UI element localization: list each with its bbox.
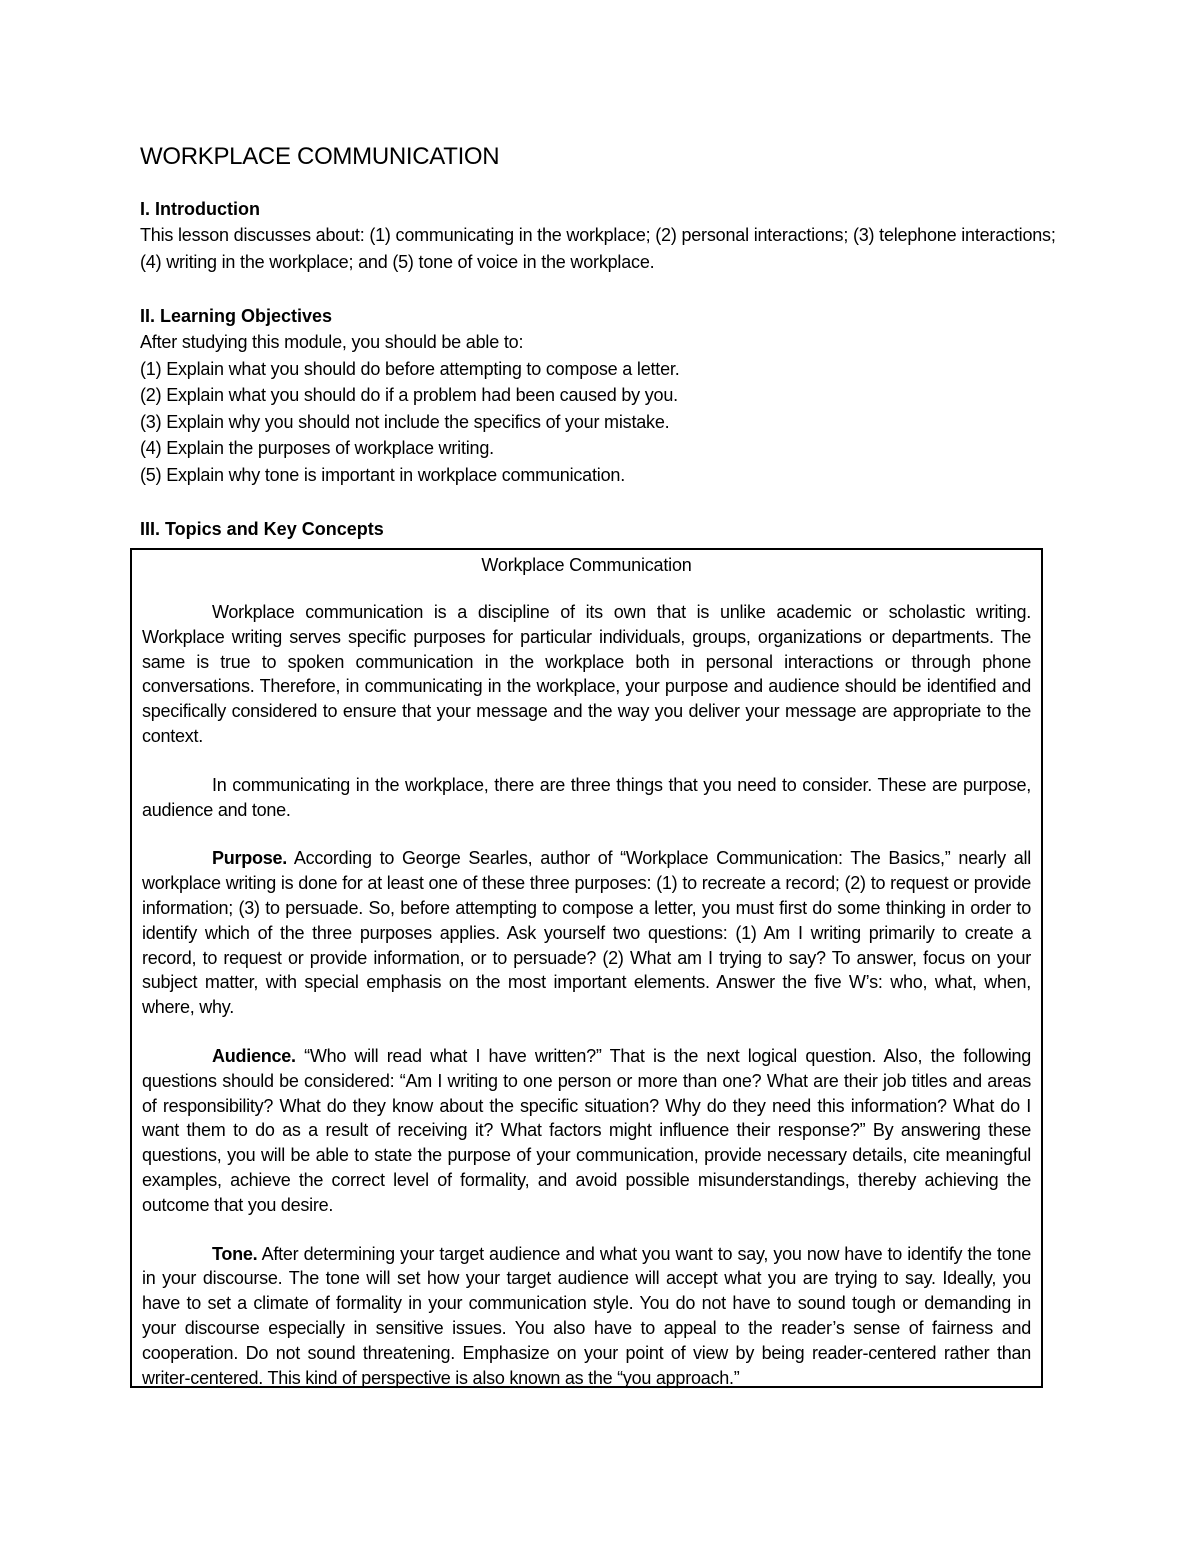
paragraph-audience: [142, 1044, 1031, 1218]
paragraph-intro: Workplace communication is a discipline of its own that is unlike academic or scholastic writing. Workplace writing serves specific purposes for particular individuals, groups, organizations or departments. The same is true to spoken communication in the workplace both in personal interactions or through phone conversations. Therefore, in communicating in the workplace, your purpose and audience should be identified and specifically considered to ensure that your message and the way you deliver your message are appropriate to the context.: [142, 602, 1031, 746]
tone-text: After determining your target audience and what you want to say, you now have to identify the tone in your discourse. The tone will set how your target audience will accept what you are trying to say. Ideally, you have to set a climate of formality in your communication style. You do not have to sound tough or demanding in your discourse especially in sensitive issues. You also have to appeal to the reader’s sense of fairness and cooperation. Do not sound threatening. Emphasize on your point of view by being reader-centered rather than writer-centered. This kind of perspective is also known as the “you approach.”: [142, 1243, 1031, 1388]
objectives-section: [140, 303, 1060, 488]
introduction-heading: I. Introduction: [140, 199, 260, 219]
tone-label: Tone.: [212, 1243, 258, 1264]
paragraph-purpose: [142, 846, 1031, 1020]
objectives-list: [140, 356, 1060, 489]
purpose-text: According to George Searles, author of “Workplace Communication: The Basics,” nearly all workplace writing is done for at least one of these three purposes: (1) to recreate a record; (2) to request or provide information; (3) to persuade. So, before attempting to compose a letter, you must first do some thinking in order to identify which of the three purposes applies. Ask yourself two questions: (1) Am I writing primarily to create a record, to request or provide information, or to persuade? (2) What am I trying to say? To answer, focus on your subject matter, with special emphasis on the most important elements. Answer the five W’s: who, what, when, where, why.: [142, 848, 1031, 1018]
objective-item: (3) Explain why you should not include the specifics of your mistake.: [140, 411, 670, 432]
purpose-label: Purpose.: [212, 848, 288, 869]
introduction-text: This lesson discusses about: (1) communicating in the workplace; (2) personal interactions; (3) telephone interactions; (4) writing in the workplace; and (5) tone of voice in the workplace.: [140, 225, 1056, 272]
topics-box: [130, 548, 1043, 1388]
topics-heading: III. Topics and Key Concepts: [140, 519, 384, 539]
objective-item: (4) Explain the purposes of workplace writing.: [140, 438, 494, 458]
audience-text: “Who will read what I have written?” That is the next logical question. Also, the following questions should be considered: “Am I writing to one person or more than one? What are their job titles and areas of responsibility? What do they know about the specific situation? Why do they need this information? What do I want them to do as a result of receiving it? What factors might influence their response?” By answering these questions, you will be able to state the purpose of your communication, provide necessary details, cite meaningful examples, achieve the correct level of formality, and avoid possible misunderstandings, thereby achieving the outcome that you desire.: [142, 1045, 1031, 1215]
audience-label: Audience.: [212, 1045, 296, 1066]
paragraph-tone: [142, 1242, 1031, 1391]
document-title: WORKPLACE COMMUNICATION: [140, 143, 500, 170]
introduction-section: [140, 196, 1060, 275]
objectives-heading: II. Learning Objectives: [140, 306, 333, 326]
paragraph-three-things: In communicating in the workplace, there are three things that you need to consider. These are purpose, audience and tone.: [142, 774, 1031, 820]
box-title: Workplace Communication: [481, 555, 692, 575]
spacer: [140, 488, 1060, 516]
objective-item: (2) Explain what you should do if a problem had been caused by you.: [140, 385, 678, 405]
document-page: [140, 140, 1060, 542]
spacer: [140, 275, 1060, 303]
objective-item: (1) Explain what you should do before attempting to compose a letter.: [140, 358, 680, 379]
objective-item: (5) Explain why tone is important in workplace communication.: [140, 464, 626, 485]
objectives-intro: After studying this module, you should be able to:: [140, 332, 524, 352]
